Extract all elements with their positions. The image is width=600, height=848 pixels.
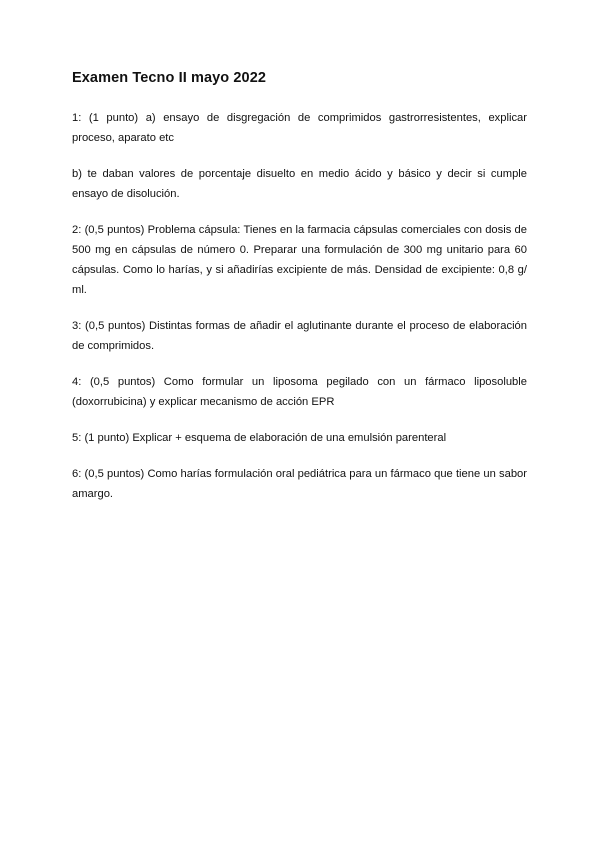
page-title: Examen Tecno II mayo 2022 — [72, 70, 267, 86]
question-3: 3: (0,5 puntos) Distintas formas de añadir el aglutinante durante el proceso de elaboración de comprimidos. — [72, 320, 527, 352]
document-body — [72, 70, 527, 520]
question-1b: b) te daban valores de porcentaje disuelto en medio ácido y básico y decir si cumple ensayo de disolución. — [72, 168, 527, 200]
question-1a: 1: (1 punto) a) ensayo de disgregación de comprimidos gastrorresistentes, explicar proceso, aparato etc — [72, 112, 527, 144]
question-2: 2: (0,5 puntos) Problema cápsula: Tienes en la farmacia cápsulas comerciales con dosis de 500 mg en cápsulas de número 0. Preparar una formulación de 300 mg unitario para 60 cápsulas. Como lo harías, y si añadirías excipiente de más. Densidad de excipiente: 0,8 g/ ml. — [72, 224, 527, 296]
question-6: 6: (0,5 puntos) Como harías formulación oral pediátrica para un fármaco que tiene un sabor amargo. — [72, 468, 527, 500]
question-4: 4: (0,5 puntos) Como formular un liposoma pegilado con un fármaco liposoluble (doxorrubicina) y explicar mecanismo de acción EPR — [72, 376, 527, 408]
question-5: 5: (1 punto) Explicar + esquema de elaboración de una emulsión parenteral — [72, 432, 447, 444]
